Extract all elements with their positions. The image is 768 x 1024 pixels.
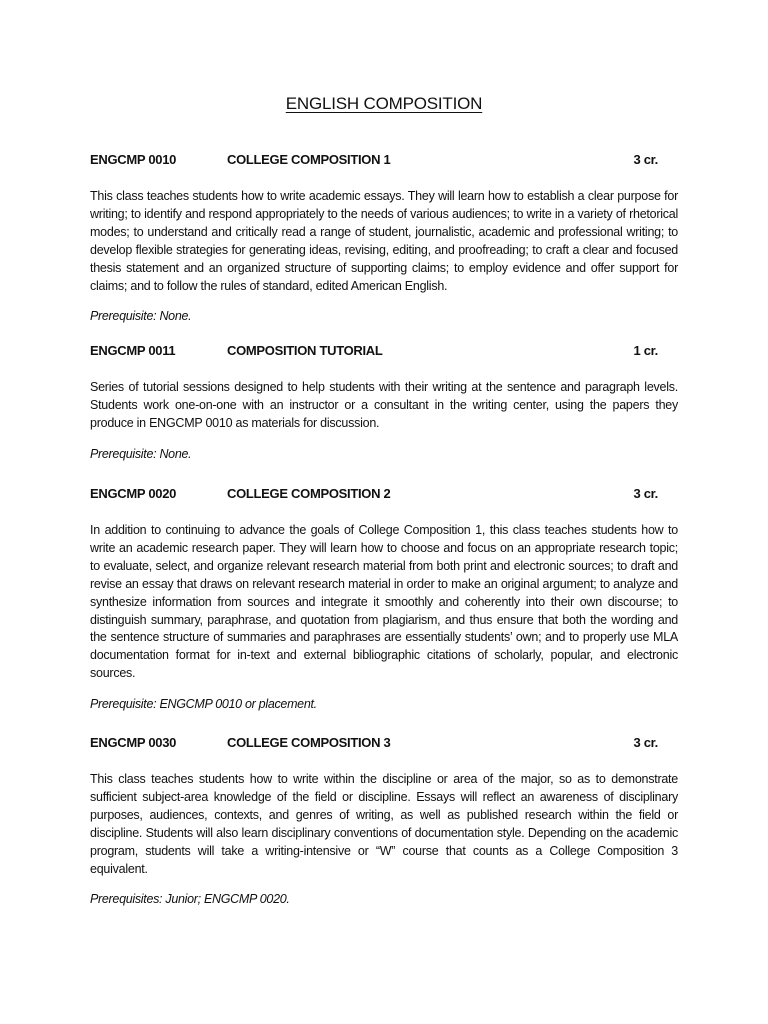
- page-title: ENGLISH COMPOSITION: [285, 94, 483, 113]
- course-prerequisite: Prerequisite: None.: [90, 446, 192, 461]
- course-description: This class teaches students how to write academic essays. They will learn how to establish a clear purpose for writing; to identify and respond appropriately to the needs of various audiences; to write in a variety of rhetorical modes; to understand and critically read a range of student, journalistic, academic and professional writing; to develop flexible strategies for generating ideas, revising, editing, and proofreading; to craft a clear and focused thesis statement and an organized structure of supporting claims; to employ evidence and offer support for claims; and to follow the rules of standard, edited American English.: [90, 189, 678, 293]
- course-entry-engcmp-0020: [90, 486, 678, 711]
- course-name: COLLEGE COMPOSITION 3: [227, 735, 391, 750]
- course-code: ENGCMP 0020: [90, 486, 177, 501]
- course-header: [90, 486, 678, 504]
- course-credits: 3 cr.: [633, 152, 658, 167]
- course-entry-engcmp-0030: [90, 735, 678, 906]
- course-description: This class teaches students how to write within the discipline or area of the major, so as to demonstrate sufficient subject-area knowledge of the field or discipline. Essays will reflect an awareness of disciplinary purposes, audiences, contexts, and genres of writing, as well as published research within the field or discipline. Students will also learn disciplinary conventions of documentation style. Depending on the academic program, students will take a writing-intensive or “W” course that counts as a College Composition 3 equivalent.: [90, 772, 678, 876]
- course-prerequisite: Prerequisite: None.: [90, 309, 192, 324]
- course-code: ENGCMP 0011: [90, 343, 176, 358]
- course-entry-engcmp-0011: [90, 343, 678, 461]
- course-entry-engcmp-0010: [90, 152, 678, 323]
- course-credits: 3 cr.: [633, 486, 658, 501]
- course-code: ENGCMP 0010: [90, 152, 177, 167]
- course-header: [90, 152, 678, 170]
- course-credits: 1 cr.: [633, 343, 658, 358]
- course-description: In addition to continuing to advance the goals of College Composition 1, this class teaches students how to write an academic research paper. They will learn how to choose and focus on an appropriate research topic; to evaluate, select, and organize relevant research material from both print and electronic sources; to draft and revise an essay that draws on relevant research material in order to make an original argument; to analyze and synthesize information from sources and integrate it smoothly and coherently into their own discourse; to distinguish summary, paraphrase, and quotation from plagiarism, and thus ensure that both the wording and the sentence structure of summaries and paraphrases are essentially students’ own; and to properly use MLA documentation format for in-text and external bibliographic citations of scholarly, popular, and electronic sources.: [90, 523, 678, 681]
- course-code: ENGCMP 0030: [90, 735, 177, 750]
- course-credits: 3 cr.: [633, 735, 658, 750]
- course-name: COMPOSITION TUTORIAL: [227, 343, 383, 358]
- course-description: Series of tutorial sessions designed to help students with their writing at the sentence and paragraph levels. Students work one-on-one with an instructor or a consultant in the writing center, using the papers they produce in ENGCMP 0010 as materials for discussion.: [90, 380, 678, 430]
- course-header: [90, 735, 678, 753]
- course-name: COLLEGE COMPOSITION 2: [227, 486, 391, 501]
- course-prerequisite: Prerequisite: ENGCMP 0010 or placement.: [90, 697, 317, 712]
- course-header: [90, 343, 678, 361]
- course-prerequisite: Prerequisites: Junior; ENGCMP 0020.: [90, 892, 290, 907]
- course-name: COLLEGE COMPOSITION 1: [227, 152, 391, 167]
